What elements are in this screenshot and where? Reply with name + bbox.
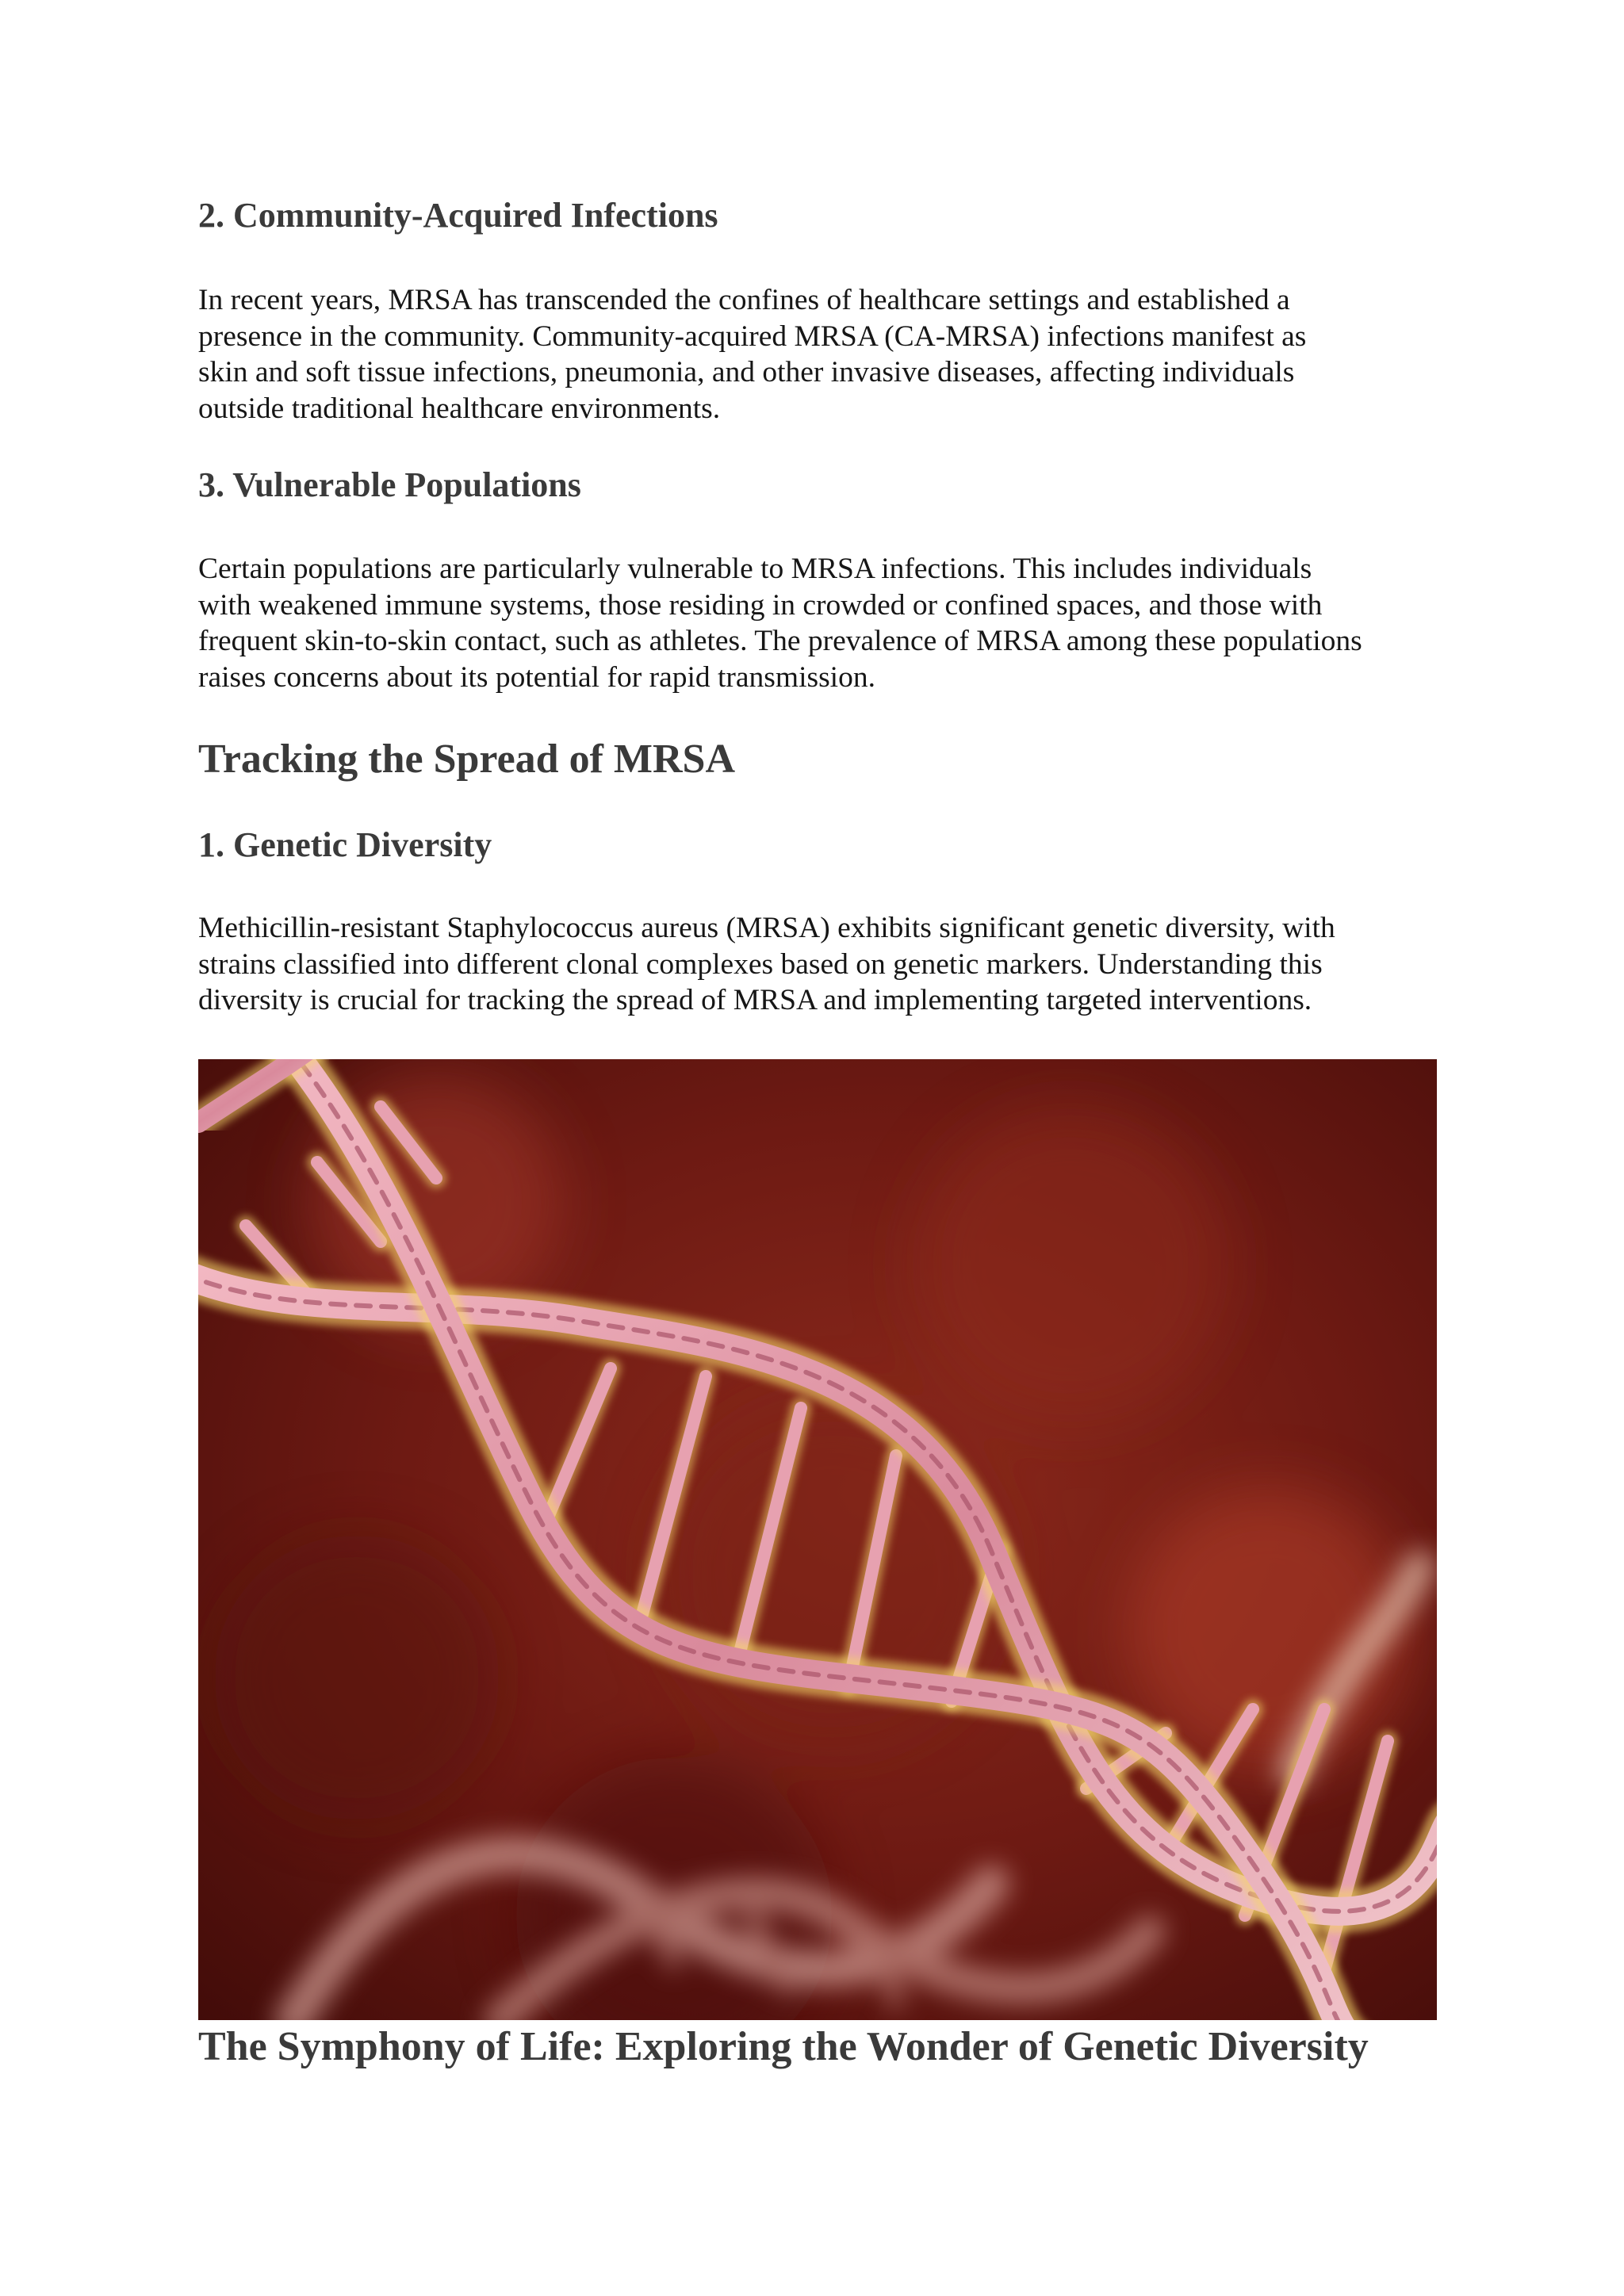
heading-tracking-spread: Tracking the Spread of MRSA — [198, 737, 735, 782]
heading-genetic-diversity: 1. Genetic Diversity — [198, 825, 492, 864]
text-line: diversity is crucial for tracking the spread of MRSA and implementing targeted interventions. — [198, 984, 1312, 1016]
text-line: raises concerns about its potential for rapid transmission. — [198, 660, 875, 694]
paragraph-community-acquired — [198, 282, 1435, 427]
heading-community-acquired-infections: 2. Community-Acquired Infections — [198, 196, 718, 235]
dna-helix-image — [198, 1059, 1437, 2020]
text-line: outside traditional healthcare environments. — [198, 392, 721, 425]
text-line: with weakened immune systems, those residing in crowded or confined spaces, and those with — [198, 588, 1323, 622]
text-line: presence in the community. Community-acquired MRSA (CA-MRSA) infections manifest as — [198, 320, 1307, 353]
paragraph-vulnerable-populations — [198, 551, 1435, 695]
text-line: strains classified into different clonal complexes based on genetic markers. Understanding this — [198, 947, 1323, 981]
text-line: Methicillin-resistant Staphylococcus aureus (MRSA) exhibits significant genetic diversity, with — [198, 912, 1335, 944]
heading-vulnerable-populations: 3. Vulnerable Populations — [198, 465, 581, 504]
text-line: frequent skin-to-skin contact, such as athletes. The prevalence of MRSA among these populations — [198, 625, 1362, 657]
text-line: skin and soft tissue infections, pneumonia, and other invasive diseases, affecting individuals — [198, 356, 1295, 388]
text-line: In recent years, MRSA has transcended the confines of healthcare settings and established a — [198, 284, 1290, 316]
heading-symphony-of-life: The Symphony of Life: Exploring the Wonder of Genetic Diversity — [198, 2024, 1369, 2069]
paragraph-genetic-diversity — [198, 910, 1435, 1019]
text-line: Certain populations are particularly vulnerable to MRSA infections. This includes individuals — [198, 553, 1312, 585]
